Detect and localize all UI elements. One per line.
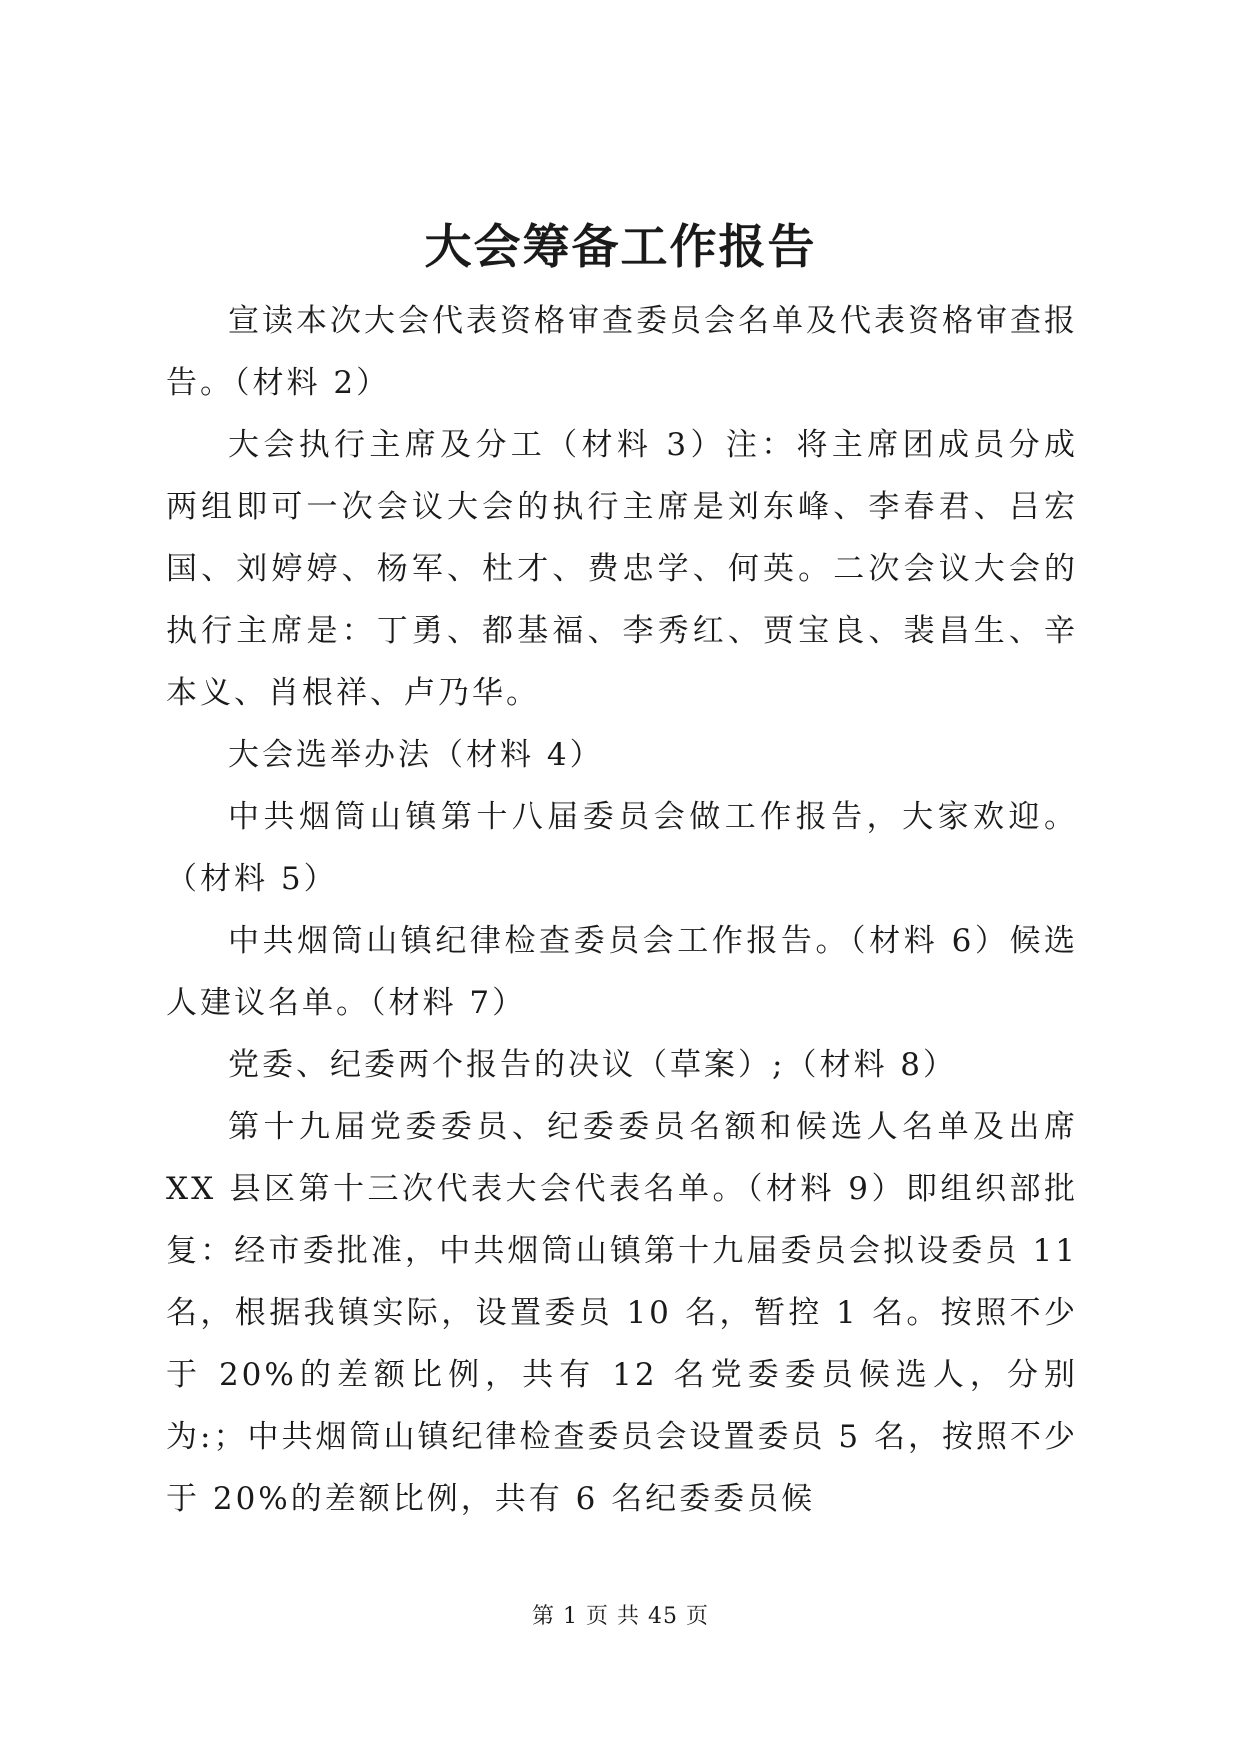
paragraph-4: 中共烟筒山镇第十八届委员会做工作报告，大家欢迎。（材料 5） [166, 799, 1078, 897]
document-title: 大会筹备工作报告 [424, 220, 817, 275]
paragraph-3: 大会选举办法（材料 4） [228, 737, 604, 773]
document-body [166, 290, 1078, 1530]
page-footer: 第 1 页 共 45 页 [532, 1604, 709, 1629]
paragraph-1: 宣读本次大会代表资格审查委员会名单及代表资格审查报告。（材料 2） [166, 303, 1078, 401]
paragraph-7: 第十九届党委委员、纪委委员名额和候选人名单及出席 XX 县区第十三次代表大会代表名单。（材料 9）即组织部批复：经市委批准，中共烟筒山镇第十九届委员会拟设委员 11 名，根据我镇实际，设置委员 10 名，暂控 1 名。按照不少于 20%的差额比例，共有 12 名党委委员候选人，分别为:；中共烟筒山镇纪律检查委员会设置委员 5 名，按照不少于 20%的差额比例，共有 6 名纪委委员候 [166, 1109, 1078, 1517]
paragraph-6: 党委、纪委两个报告的决议（草案）;（材料 8） [228, 1047, 958, 1083]
paragraph-2: 大会执行主席及分工（材料 3）注：将主席团成员分成两组即可一次会议大会的执行主席是刘东峰、李春君、吕宏国、刘婷婷、杨军、杜才、费忠学、何英。二次会议大会的执行主席是：丁勇、都基福、李秀红、贾宝良、裴昌生、辛本义、肖根祥、卢乃华。 [166, 427, 1078, 711]
paragraph-5: 中共烟筒山镇纪律检查委员会工作报告。（材料 6）候选人建议名单。（材料 7） [166, 923, 1078, 1021]
